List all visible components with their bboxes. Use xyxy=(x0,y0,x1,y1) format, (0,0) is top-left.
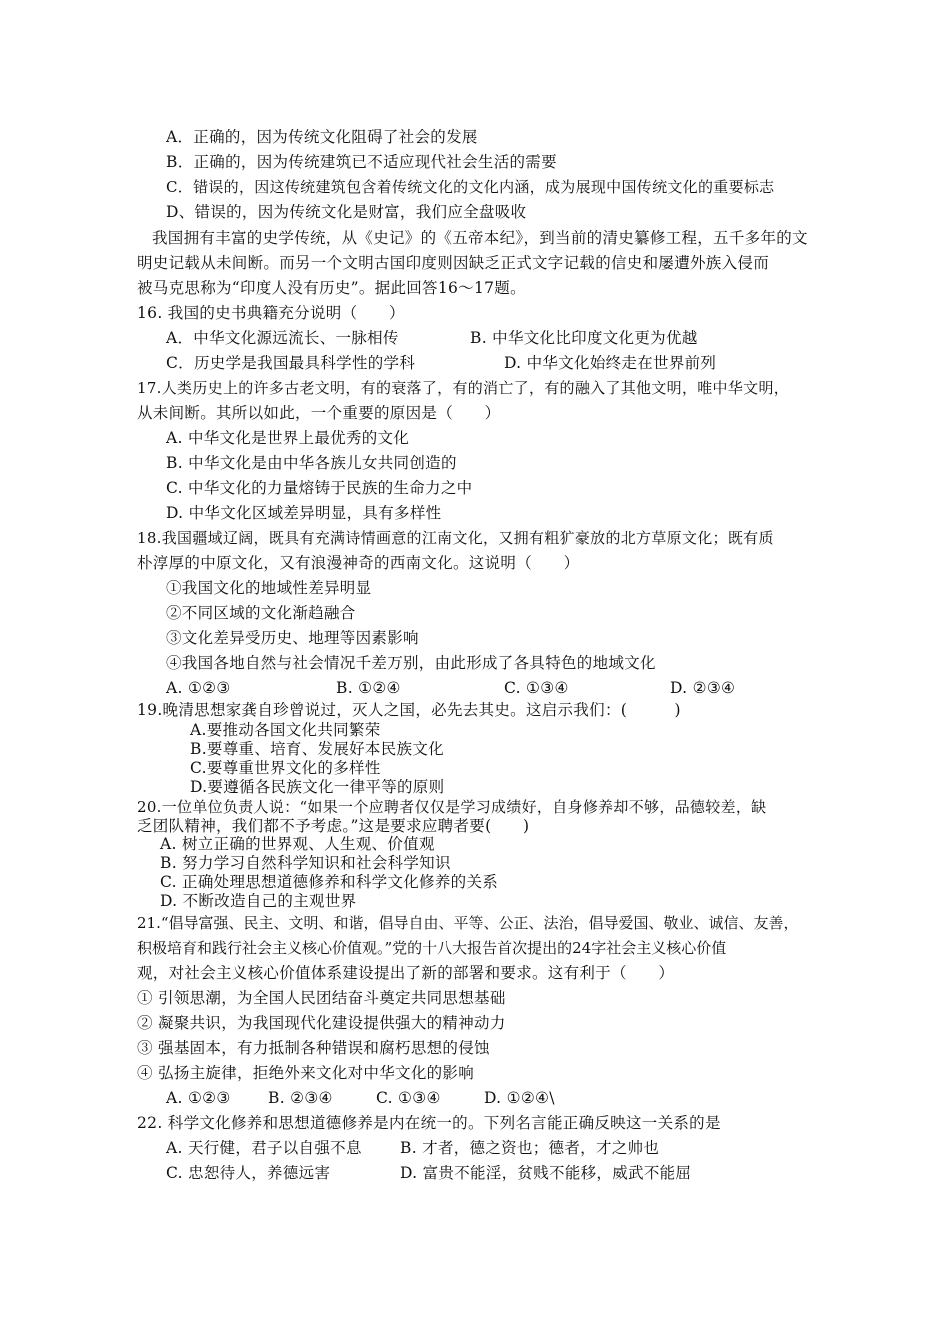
q17-option-c: C. 中华文化的力量熔铸于民族的生命力之中 xyxy=(166,479,473,497)
q15-option-a: A．正确的，因为传统文化阻碍了社会的发展 xyxy=(166,128,478,146)
q17-option-b: B. 中华文化是由中华各族儿女共同创造的 xyxy=(166,454,457,472)
q18-option-c: C. ①③④ xyxy=(504,679,569,697)
q15-option-c: C．错误的，因这传统建筑包含着传统文化的文化内涵，成为展现中国传统文化的重要标志 xyxy=(166,178,775,196)
q21-stem-line2: 积极培育和践行社会主义核心价值观。”党的十八大报告首次提出的24字社会主义核心价值 xyxy=(137,939,727,957)
q22-option-b: B. 才者，德之资也；德者，才之帅也 xyxy=(400,1139,660,1157)
q22-option-d: D. 富贵不能淫，贫贱不能移，威武不能屈 xyxy=(400,1164,692,1182)
q20-stem-line2: 乏团队精神，我们都不予考虑。”这是要求应聘者要( ) xyxy=(137,817,530,835)
q18-statement-4: ④我国各地自然与社会情况千差万别，由此形成了各具特色的地域文化 xyxy=(166,654,656,672)
q19-option-b: B.要尊重、培育、发展好本民族文化 xyxy=(190,740,444,758)
q18-option-b: B. ①②④ xyxy=(336,679,401,697)
q21-statement-1: ① 引领思潮，为全国人民团结奋斗奠定共同思想基础 xyxy=(137,989,506,1007)
q16-option-a: A．中华文化源远流长、一脉相传 xyxy=(166,329,399,347)
q19-option-d: D.要遵循各民族文化一律平等的原则 xyxy=(190,778,445,796)
q22-option-a: A. 天行健，君子以自强不息 xyxy=(166,1139,362,1157)
passage-line: 我国拥有丰富的史学传统，从《史记》的《五帝本纪》，到当前的清史纂修工程，五千多年的文 xyxy=(152,229,808,247)
passage-line: 被马克思称为“印度人没有历史”。据此回答16～17题。 xyxy=(137,279,526,297)
q21-statement-2: ② 凝聚共识，为我国现代化建设提供强大的精神动力 xyxy=(137,1014,506,1032)
q21-option-b: B. ②③④ xyxy=(268,1089,333,1107)
q18-option-a: A. ①②③ xyxy=(166,679,231,697)
q18-stem-line1: 18.我国疆域辽阔，既具有充满诗情画意的江南文化，又拥有粗犷豪放的北方草原文化；既有质 xyxy=(137,529,774,547)
q16-option-d: D. 中华文化始终走在世界前列 xyxy=(504,354,717,372)
q16-stem: 16. 我国的史书典籍充分说明（ ） xyxy=(137,304,405,322)
q18-stem-line2: 朴淳厚的中原文化，又有浪漫神奇的西南文化。这说明（ ） xyxy=(137,554,580,572)
q17-stem-line1: 17.人类历史上的许多古老文明，有的衰落了，有的消亡了，有的融入了其他文明，唯中华文明， xyxy=(137,379,790,397)
q21-option-a: A. ①②③ xyxy=(166,1089,231,1107)
q18-statement-1: ①我国文化的地域性差异明显 xyxy=(166,579,372,597)
q22-stem: 22. 科学文化修养和思想道德修养是内在统一的。下列名言能正确反映这一关系的是 xyxy=(137,1114,721,1132)
q21-statement-4: ④ 弘扬主旋律，拒绝外来文化对中华文化的影响 xyxy=(137,1064,475,1082)
q20-option-a: A. 树立正确的世界观、人生观、价值观 xyxy=(160,835,435,853)
q21-stem-line3: 观，对社会主义核心价值体系建设提出了新的部署和要求。这有利于（ ） xyxy=(137,964,675,982)
q20-option-b: B. 努力学习自然科学知识和社会科学知识 xyxy=(160,854,451,872)
q21-option-c: C. ①③④ xyxy=(376,1089,441,1107)
q21-statement-3: ③ 强基固本，有力抵制各种错误和腐朽思想的侵蚀 xyxy=(137,1039,490,1057)
q22-option-c: C. 忠恕待人，养德远害 xyxy=(166,1164,331,1182)
q21-stem-line1: 21.“倡导富强、民主、文明、和谐，倡导自由、平等、公正、法治，倡导爱国、敬业、诚信、友善， xyxy=(137,914,799,932)
q16-option-c: C．历史学是我国最具科学性的学科 xyxy=(166,354,416,372)
q18-option-d: D. ②③④ xyxy=(670,679,736,697)
q20-option-d: D. 不断改造自己的主观世界 xyxy=(160,892,357,910)
q19-stem: 19.晚清思想家龚自珍曾说过，灭人之国，必先去其史。这启示我们：( ) xyxy=(137,701,681,719)
q15-option-b: B．正确的，因为传统建筑已不适应现代社会生活的需要 xyxy=(166,153,557,171)
passage-line: 明史记载从未间断。而另一个文明古国印度则因缺乏正式文字记载的信史和屡遭外族入侵而 xyxy=(137,254,770,272)
q17-option-d: D. 中华文化区域差异明显，具有多样性 xyxy=(166,504,442,522)
q17-option-a: A. 中华文化是世界上最优秀的文化 xyxy=(166,429,410,447)
q20-option-c: C. 正确处理思想道德修养和科学文化修养的关系 xyxy=(160,873,499,891)
q21-option-d: D. ①②④\ xyxy=(484,1089,555,1107)
q18-statement-2: ②不同区域的文化渐趋融合 xyxy=(166,604,356,622)
q15-option-d: D、错误的，因为传统文化是财富，我们应全盘吸收 xyxy=(166,203,527,221)
q19-option-a: A.要推动各国文化共同繁荣 xyxy=(190,721,381,739)
q16-option-b: B. 中华文化比印度文化更为优越 xyxy=(470,329,698,347)
q19-option-c: C.要尊重世界文化的多样性 xyxy=(190,759,381,777)
q18-statement-3: ③文化差异受历史、地理等因素影响 xyxy=(166,629,419,647)
q20-stem-line1: 20.一位单位负责人说：“如果一个应聘者仅仅是学习成绩好，自身修养却不够，品德较差，缺 xyxy=(137,798,767,816)
q17-stem-line2: 从未间断。其所以如此，一个重要的原因是（ ） xyxy=(137,404,501,422)
